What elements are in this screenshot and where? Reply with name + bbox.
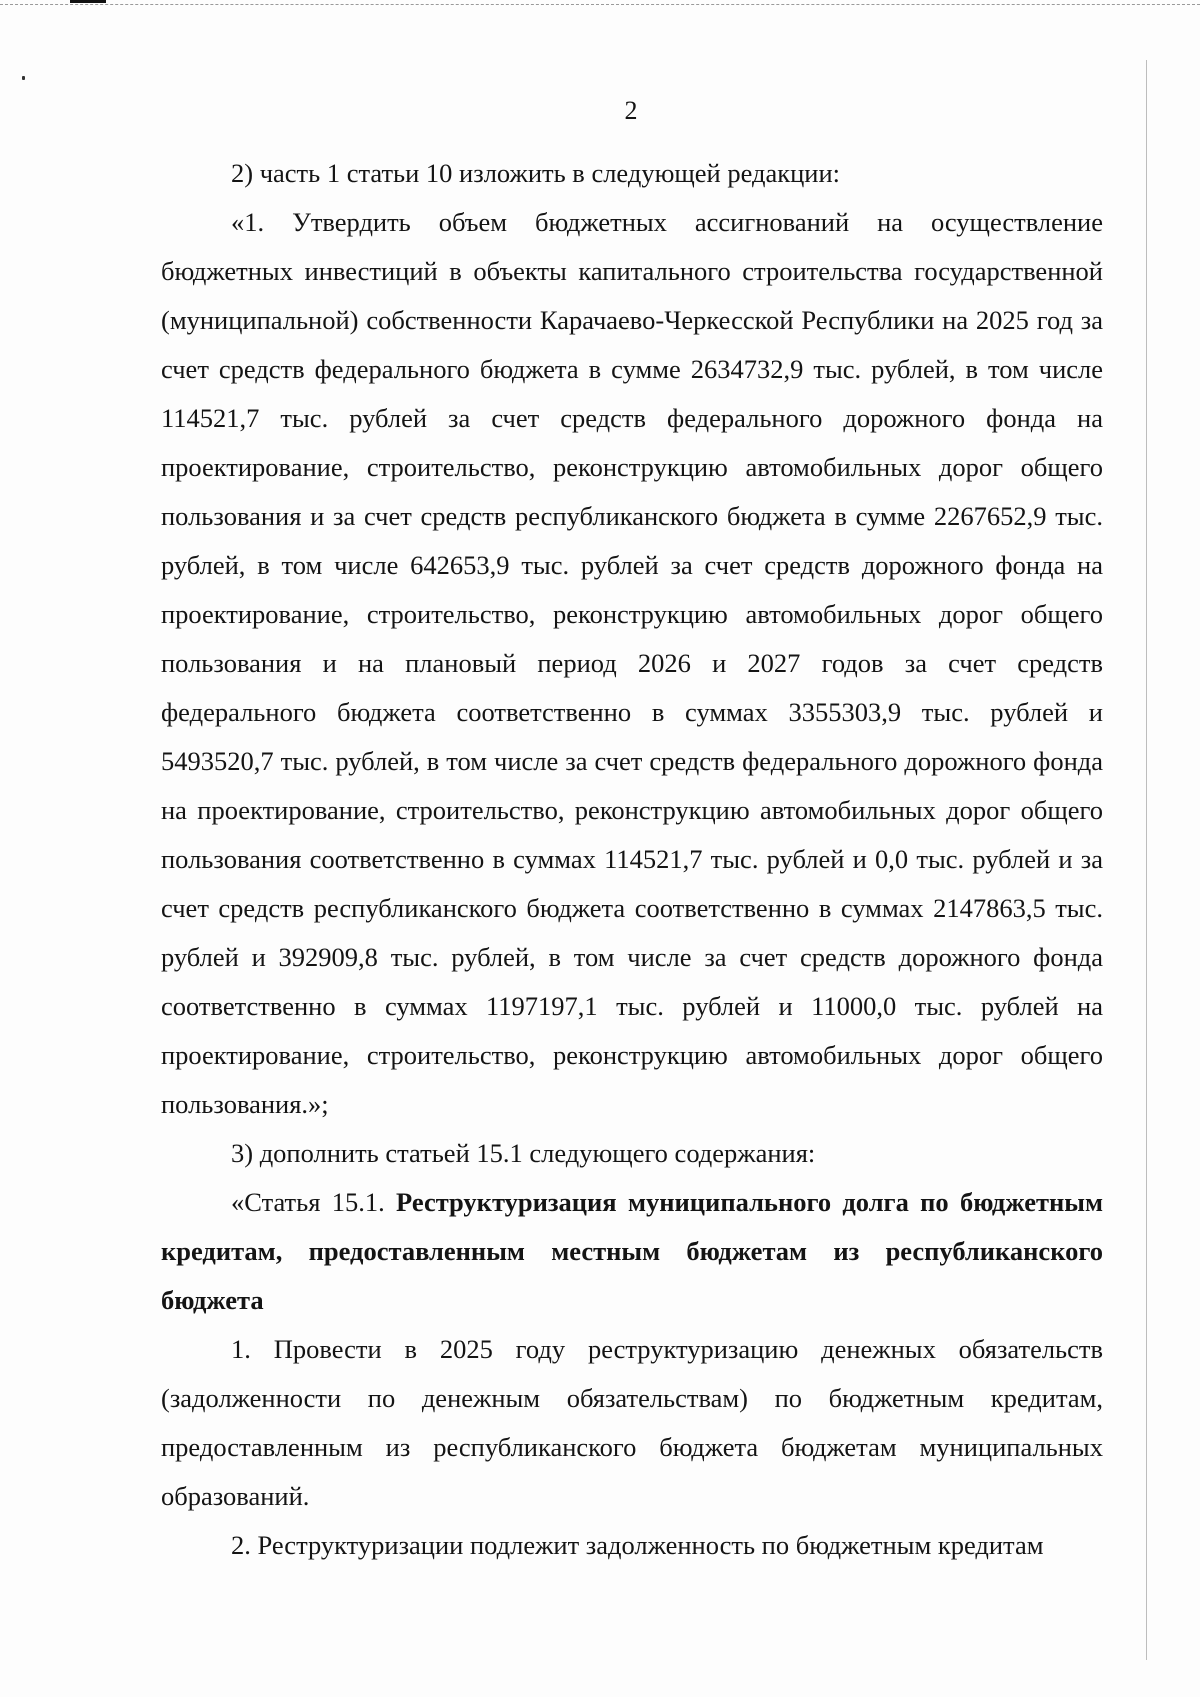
document-body	[161, 149, 1103, 1570]
paragraph-article-10-text: «1. Утвердить объем бюджетных ассигнований на осуществление бюджетных инвестиций в объекты капитального строительства государственной (муниципальной) собственности Карачаево-Черкесской Республики на 2025 год за счет средств федерального бюджета в сумме 2634732,9 тыс. рублей, в том числе 114521,7 тыс. рублей за счет средств федерального дорожного фонда на проектирование, строительство, реконструкцию автомобильных дорог общего пользования и за счет средств республиканского бюджета в сумме 2267652,9 тыс. рублей, в том числе 642653,9 тыс. рублей за счет средств дорожного фонда на проектирование, строительство, реконструкцию автомобильных дорог общего пользования и на плановый период 2026 и 2027 годов за счет средств федерального бюджета соответственно в суммах 3355303,9 тыс. рублей и 5493520,7 тыс. рублей, в том числе за счет средств федерального дорожного фонда на проектирование, строительство, реконструкцию автомобильных дорог общего пользования соответственно в суммах 114521,7 тыс. рублей и 0,0 тыс. рублей и за счет средств республиканского бюджета соответственно в суммах 2147863,5 тыс. рублей и 392909,8 тыс. рублей, в том числе за счет средств дорожного фонда соответственно в суммах 1197197,1 тыс. рублей и 11000,0 тыс. рублей на проектирование, строительство, реконструкцию автомобильных дорог общего пользования.»;	[161, 207, 1103, 1119]
scan-speck	[22, 76, 25, 80]
paragraph-amendment-2: 2) часть 1 статьи 10 изложить в следующей редакции:	[231, 158, 841, 188]
scan-fold-line	[1146, 60, 1147, 1660]
paragraph-amendment-3: 3) дополнить статьей 15.1 следующего содержания:	[231, 1138, 816, 1168]
page-number: 2	[624, 96, 638, 125]
clause-2: 2. Реструктуризации подлежит задолженность по бюджетным кредитам	[231, 1530, 1044, 1560]
scan-edge-mark	[70, 0, 106, 3]
article-heading	[161, 1178, 1103, 1325]
article-number: «Статья 15.1.	[231, 1187, 385, 1217]
scan-edge-line	[0, 4, 1200, 5]
clause-1: 1. Провести в 2025 году реструктуризацию денежных обязательств (задолженности по денежным обязательствам) по бюджетным кредитам, предоставленным из республиканского бюджета бюджетам муниципальных образований.	[161, 1334, 1103, 1511]
article-title: Реструктуризация муниципального долга по бюджетным кредитам, предоставленным местным бюджетам из республиканского бюджета	[161, 1187, 1103, 1315]
